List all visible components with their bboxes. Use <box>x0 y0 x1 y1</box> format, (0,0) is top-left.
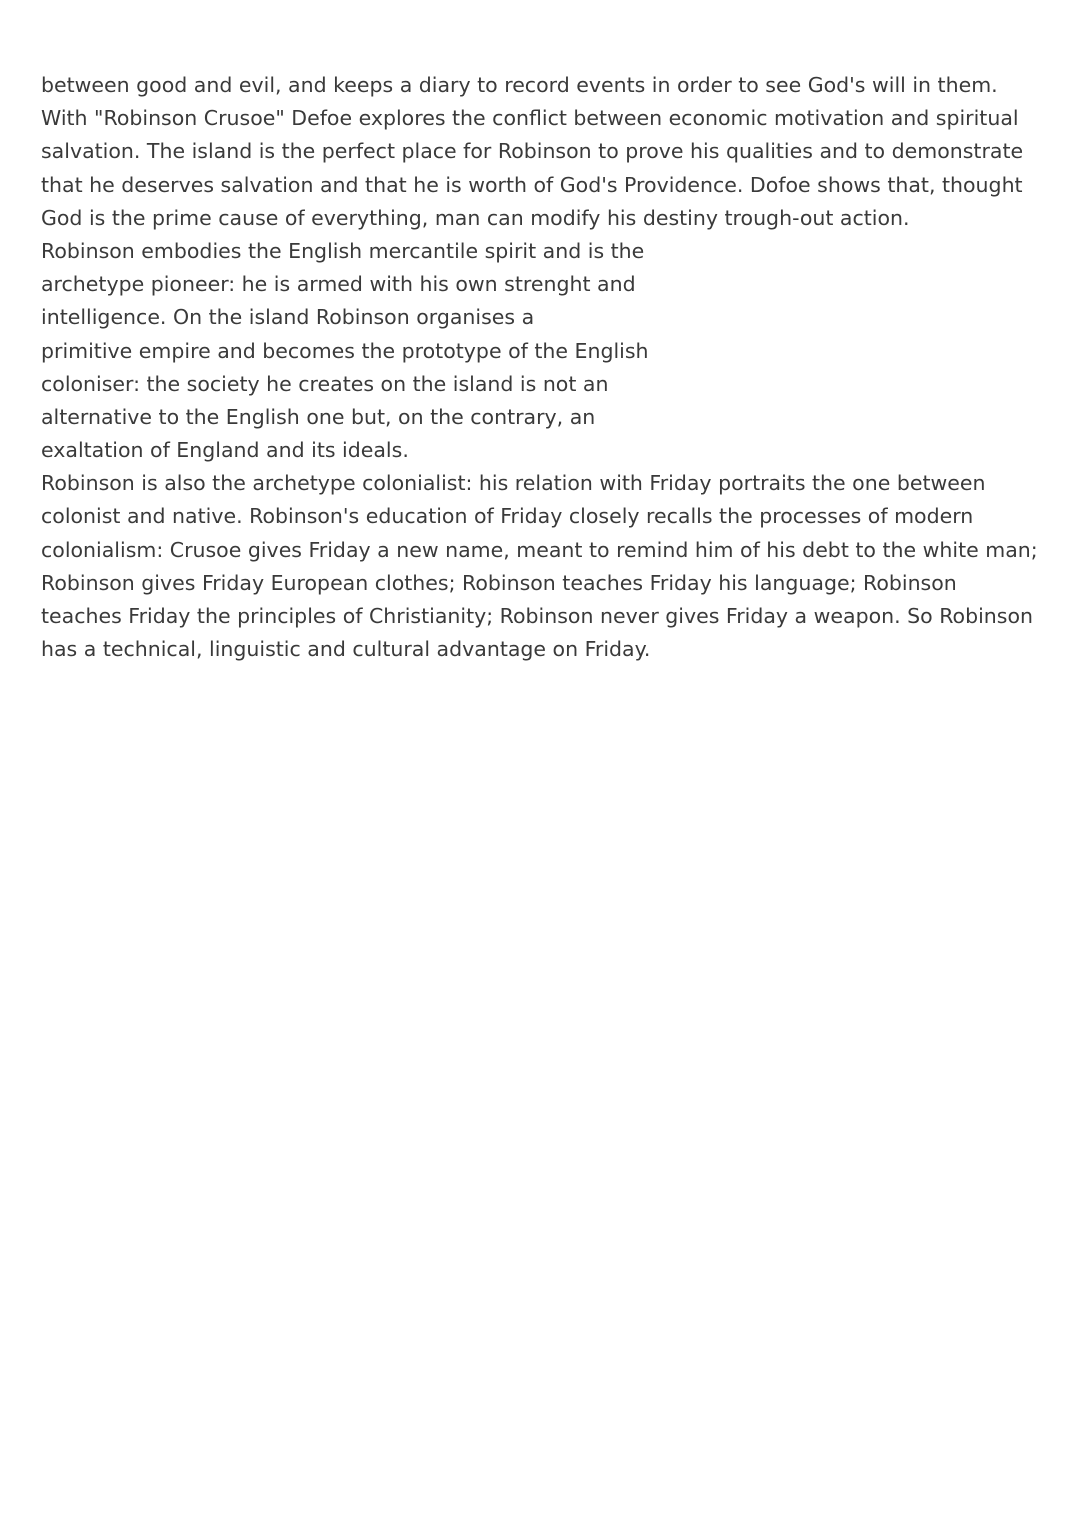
text-line: Robinson embodies the English mercantile spirit and is the <box>41 238 645 263</box>
text-line: that he deserves salvation and that he is worth of God's Providence. Dofoe shows that, thought <box>41 172 1023 197</box>
text-line: Robinson gives Friday European clothes; Robinson teaches Friday his language; Robinson <box>41 570 957 595</box>
text-line: primitive empire and becomes the prototype of the English <box>41 338 649 363</box>
text-line: intelligence. On the island Robinson organises a <box>41 305 535 330</box>
text-line: archetype pioneer: he is armed with his own strenght and <box>41 272 636 297</box>
text-line: coloniser: the society he creates on the island is not an <box>41 371 609 396</box>
text-line: salvation. The island is the perfect place for Robinson to prove his qualities and to demonstrate <box>41 139 1024 164</box>
text-line: alternative to the English one but, on the contrary, an <box>41 404 596 429</box>
text-line: exaltation of England and its ideals. <box>41 438 409 463</box>
text-line: Robinson is also the archetype colonialist: his relation with Friday portraits the one between <box>41 471 986 496</box>
text-line: God is the prime cause of everything, man can modify his destiny trough-out action. <box>41 205 910 230</box>
text-line: With "Robinson Crusoe" Defoe explores the conflict between economic motivation and spiritual <box>41 106 1019 131</box>
text-line: has a technical, linguistic and cultural advantage on Friday. <box>41 637 651 662</box>
text-line: colonist and native. Robinson's education of Friday closely recalls the processes of modern <box>41 504 974 529</box>
text-line: colonialism: Crusoe gives Friday a new name, meant to remind him of his debt to the white man; <box>41 537 1038 562</box>
document-body-text <box>41 69 1051 666</box>
text-line: teaches Friday the principles of Christianity; Robinson never gives Friday a weapon. So Robinson <box>41 604 1034 628</box>
text-line: between good and evil, and keeps a diary to record events in order to see God's will in them. <box>41 73 998 97</box>
